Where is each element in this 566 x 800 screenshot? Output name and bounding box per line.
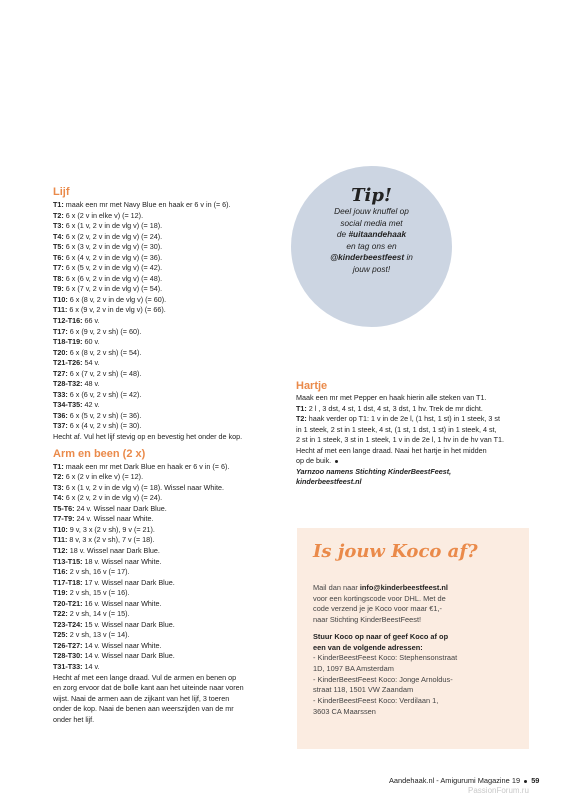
- round-label: T17-T18:: [53, 577, 83, 587]
- round-text: 6 x (7 v, 2 v in de vlg v) (= 54).: [63, 284, 163, 294]
- round-text: maak een mr met Navy Blue en haak er 6 v in (= 6).: [63, 200, 231, 209]
- lijf-rows: [53, 200, 293, 432]
- hartje-closing: [296, 446, 528, 467]
- hartje-credit: [296, 467, 528, 488]
- round-text: 6 x (2 v in elke v) (= 12).: [63, 210, 144, 220]
- arm-closing: [53, 673, 293, 726]
- round-text: 9 v, 3 x (2 v sh), 9 v (= 21).: [67, 524, 155, 534]
- text-line: wijst. Naai de armen aan de zijkant van het lijf, 3 toeren: [53, 693, 230, 703]
- round-label: T33:: [53, 389, 68, 399]
- pattern-row: [53, 462, 293, 473]
- address-line: - KinderBeestFeest Koco: Jonge Arnoldus-: [313, 674, 453, 684]
- text-line: voor een kortingscode voor DHL. Met de: [313, 593, 446, 603]
- round-label: T2:: [53, 210, 64, 220]
- koco-email-link[interactable]: info@kinderbeestfeest.nl: [359, 583, 448, 592]
- tip-line: Deel jouw knuffel op: [334, 206, 409, 216]
- round-text: 17 v. Wissel naar Dark Blue.: [82, 577, 175, 587]
- round-text: haak verder op T1: 1 v in de 2e l, (1 hst, 1 st) in 1 steek, 3 st: [306, 414, 501, 424]
- address-line: 3603 CA Maarssen: [313, 706, 376, 716]
- round-label: T13-T15:: [53, 556, 83, 566]
- round-label: T1:: [53, 461, 64, 471]
- text-line: naar Stichting KinderBeestFeest!: [313, 615, 422, 625]
- pattern-row: [53, 662, 293, 673]
- round-label: T10:: [53, 524, 68, 534]
- text-line: [296, 435, 528, 446]
- round-text: 18 v. Wissel naar White.: [82, 556, 162, 566]
- pattern-row: [53, 630, 293, 641]
- round-label: T11:: [53, 305, 68, 315]
- round-text: 54 v.: [82, 358, 100, 368]
- hartje-section: [296, 380, 528, 488]
- watermark: PassionForum.ru: [468, 786, 529, 795]
- tip-circle: [291, 166, 452, 327]
- pattern-row: [53, 348, 293, 359]
- round-text: 6 x (6 v, 2 v sh) (= 42).: [67, 389, 142, 399]
- pattern-row: [53, 400, 293, 411]
- pattern-row: [53, 337, 293, 348]
- end-bullet-icon: [335, 460, 338, 463]
- section-title-hartje: Hartje: [296, 380, 328, 392]
- hartje-t1: [296, 404, 528, 415]
- footer-text: Aandehaak.nl - Amigurumi Magazine 19: [389, 776, 521, 785]
- round-label: T25:: [53, 630, 68, 640]
- pattern-row: [53, 295, 293, 306]
- pattern-row: [53, 284, 293, 295]
- address-line: 1D, 1097 BA Amsterdam: [313, 663, 394, 673]
- text-line: code verzend je je Koco voor maar €1,-: [313, 604, 442, 614]
- text-line: Hecht af met een lange draad. Naai het hartje in het midden: [296, 445, 487, 455]
- koco-box: [297, 528, 529, 749]
- round-text: 42 v.: [82, 400, 100, 410]
- round-label: T2:: [53, 472, 64, 482]
- round-label: T17:: [53, 326, 68, 336]
- tip-text: de: [336, 229, 349, 239]
- round-text: 6 x (9 v, 2 v sh) (= 60).: [67, 326, 142, 336]
- pattern-row: [53, 263, 293, 274]
- pattern-row: [53, 421, 293, 432]
- pattern-row: [53, 200, 293, 211]
- round-label: T28-T32:: [53, 379, 83, 389]
- text-line: onder de kop. Naai de benen aan weerszijden van de mr: [53, 704, 234, 714]
- pattern-row: [53, 651, 293, 662]
- koco-address-list: [313, 653, 519, 717]
- round-text: 6 x (7 v, 2 v sh) (= 48).: [67, 368, 142, 378]
- text-line: onder het lijf.: [53, 714, 95, 724]
- round-label: T7-T9:: [53, 514, 75, 524]
- pattern-row: [53, 578, 293, 589]
- round-text: 2 l , 3 dst, 4 st, 1 dst, 4 st, 3 dst, 1 hv. Trek de mr dicht.: [306, 403, 483, 413]
- round-label: T22:: [53, 609, 68, 619]
- pattern-row: [53, 620, 293, 631]
- tip-line: [291, 252, 452, 264]
- round-text: 6 x (5 v, 2 v in de vlg v) (= 42).: [63, 263, 163, 273]
- pattern-row: [53, 599, 293, 610]
- pattern-row: [53, 472, 293, 483]
- credit-line: Yarnzoo namens Stichting KinderBeestFeest,: [296, 466, 452, 476]
- round-text: 6 x (6 v, 2 v in de vlg v) (= 48).: [63, 273, 163, 283]
- round-text: 6 x (2 v in elke v) (= 12).: [63, 472, 144, 482]
- round-text: in 1 steek, 2 st in 1 steek, 4 st, (1 st, 1 dst, 1 st) in 1 steek, 4 st,: [296, 424, 497, 434]
- round-text: 6 x (1 v, 2 v in de vlg v) (= 18). Wissel naar White.: [63, 482, 225, 492]
- text-line: Hecht af met een lange draad. Vul de armen en benen op: [53, 672, 237, 682]
- round-label: T1:: [296, 403, 307, 413]
- text-line: [296, 425, 528, 436]
- address-line: straat 118, 1501 VW Zaandam: [313, 685, 414, 695]
- round-text: 6 x (8 v, 2 v in de vlg v) (= 60).: [67, 294, 167, 304]
- pattern-row: [53, 525, 293, 536]
- pattern-row: [53, 641, 293, 652]
- round-text: 2 v sh, 15 v (= 16).: [67, 588, 130, 598]
- round-label: T4:: [53, 231, 64, 241]
- text-line: op de buik.: [296, 456, 528, 467]
- lijf-closing: Hecht af. Vul het lijf stevig op en bevestig het onder de kop.: [53, 432, 243, 442]
- koco-text: Mail dan naar: [313, 583, 360, 592]
- round-text: 14 v. Wissel naar White.: [82, 640, 162, 650]
- round-text: 15 v. Wissel naar Dark Blue.: [82, 619, 175, 629]
- round-label: T20:: [53, 347, 68, 357]
- round-text: 6 x (9 v, 2 v in de vlg v) (= 66).: [67, 305, 166, 315]
- round-label: T36:: [53, 410, 68, 420]
- address-line: - KinderBeestFeest Koco: Stephensonstraat: [313, 653, 458, 663]
- round-label: T10:: [53, 294, 68, 304]
- pattern-row: [53, 535, 293, 546]
- round-label: T19:: [53, 588, 68, 598]
- koco-address-title: [313, 632, 519, 653]
- page-number: 59: [531, 776, 540, 785]
- round-label: T28-T30:: [53, 651, 83, 661]
- round-text: 24 v. Wissel naar Dark Blue.: [74, 503, 167, 513]
- round-label: T7:: [53, 263, 64, 273]
- round-label: T4:: [53, 493, 64, 503]
- pattern-row: [53, 504, 293, 515]
- pattern-row: [53, 588, 293, 599]
- round-text: 2 v sh, 16 v (= 17).: [67, 567, 130, 577]
- round-label: T18-T19:: [53, 337, 83, 347]
- round-text: 2 v sh, 13 v (= 14).: [67, 630, 130, 640]
- tip-line: [291, 229, 452, 241]
- text-line: een van de volgende adressen:: [313, 642, 423, 652]
- pattern-row: [53, 327, 293, 338]
- round-text: 6 x (3 v, 2 v in de vlg v) (= 30).: [63, 242, 163, 252]
- text-line: [296, 414, 528, 425]
- pattern-row: [53, 483, 293, 494]
- koco-title: Is jouw Koco af?: [313, 541, 478, 562]
- round-label: T34-T35:: [53, 400, 83, 410]
- pattern-row: [53, 274, 293, 285]
- hartje-t2: [296, 414, 528, 446]
- round-label: T5:: [53, 242, 64, 252]
- tip-text: in: [404, 252, 413, 262]
- hashtag-link: #uitaandehaak: [348, 229, 407, 239]
- round-label: T8:: [53, 273, 64, 283]
- pattern-row: [53, 411, 293, 422]
- pattern-row: [53, 609, 293, 620]
- pattern-left-column: [53, 186, 293, 725]
- address-line: - KinderBeestFeest Koco: Verdilaan 1,: [313, 696, 439, 706]
- round-text: 6 x (2 v, 2 v in de vlg v) (= 24).: [63, 493, 163, 503]
- round-label: T2:: [296, 414, 307, 424]
- koco-mail-line: [313, 583, 519, 594]
- text-line: Stuur Koco op naar of geef Koco af op: [313, 631, 449, 641]
- round-label: T20-T21:: [53, 598, 83, 608]
- pattern-row: [53, 546, 293, 557]
- round-label: T16:: [53, 567, 68, 577]
- round-text: 60 v.: [82, 337, 100, 347]
- round-text: 8 v, 3 x (2 v sh), 7 v (= 18).: [67, 535, 155, 545]
- pattern-row: [53, 232, 293, 243]
- arm-rows: [53, 462, 293, 673]
- section-title-arm: Arm en been (2 x): [53, 447, 146, 460]
- pattern-row: [53, 390, 293, 401]
- pattern-row: [53, 493, 293, 504]
- page-footer: [389, 776, 539, 785]
- round-text: 14 v.: [82, 661, 100, 671]
- round-label: T3:: [53, 482, 64, 492]
- round-label: T1:: [53, 200, 64, 209]
- tip-line: social media met: [340, 217, 403, 228]
- pattern-row: [53, 211, 293, 222]
- koco-address-block: [313, 632, 519, 718]
- pattern-row: [53, 369, 293, 380]
- round-label: T37:: [53, 421, 68, 431]
- round-label: T26-T27:: [53, 640, 83, 650]
- round-text: 48 v.: [82, 379, 100, 389]
- bullet-icon: [524, 780, 527, 783]
- round-label: T11:: [53, 535, 68, 545]
- round-label: T23-T24:: [53, 619, 83, 629]
- round-text: 16 v. Wissel naar White.: [82, 598, 162, 608]
- round-text: 14 v. Wissel naar Dark Blue.: [82, 651, 175, 661]
- pattern-row: [53, 242, 293, 253]
- credit-line: kinderbeestfeest.nl: [296, 477, 362, 487]
- pattern-row: [53, 567, 293, 578]
- koco-body-lines: [313, 594, 519, 626]
- round-text: 6 x (5 v, 2 v sh) (= 36).: [67, 410, 142, 420]
- round-text: 18 v. Wissel naar Dark Blue.: [67, 545, 160, 555]
- round-label: T21-T26:: [53, 358, 83, 368]
- tip-line: en tag ons en: [346, 240, 397, 251]
- pattern-row: [53, 358, 293, 369]
- pattern-row: [53, 253, 293, 264]
- pattern-row: [53, 557, 293, 568]
- round-text: 24 v. Wissel naar White.: [74, 514, 154, 524]
- round-label: T9:: [53, 284, 64, 294]
- round-text: 6 x (1 v, 2 v in de vlg v) (= 18).: [63, 221, 163, 231]
- round-label: T31-T33:: [53, 661, 83, 671]
- round-label: T6:: [53, 252, 64, 262]
- round-label: T12-T16:: [53, 316, 83, 326]
- round-label: T27:: [53, 368, 68, 378]
- pattern-row: [53, 221, 293, 232]
- round-text: 6 x (4 v, 2 v sh) (= 30).: [67, 421, 142, 431]
- pattern-row: [53, 305, 293, 316]
- round-label: T12:: [53, 545, 68, 555]
- round-text: 2 v sh, 14 v (= 15).: [67, 609, 130, 619]
- round-text: 6 x (8 v, 2 v sh) (= 54).: [67, 347, 142, 357]
- text-line: en zorg ervoor dat de bolle kant aan het uiteinde naar voren: [53, 683, 244, 693]
- round-label: T3:: [53, 221, 64, 231]
- pattern-row: [53, 379, 293, 390]
- round-text: 2 st in 1 steek, 3 st in 1 steek, 1 v in de 2e l, 1 hv in de hv van T1.: [296, 435, 505, 445]
- round-text: 6 x (4 v, 2 v in de vlg v) (= 36).: [63, 252, 163, 262]
- round-text: maak een mr met Dark Blue en haak er 6 v in (= 6).: [63, 461, 230, 471]
- pattern-row: [53, 514, 293, 525]
- round-label: T5-T6:: [53, 503, 75, 513]
- section-title-lijf: Lijf: [53, 186, 70, 198]
- hartje-intro: Maak een mr met Pepper en haak hierin alle steken van T1.: [296, 393, 487, 402]
- tip-title: Tip!: [351, 185, 392, 206]
- round-text: 6 x (2 v, 2 v in de vlg v) (= 24).: [63, 231, 163, 241]
- koco-body: [313, 583, 519, 717]
- tip-line: jouw post!: [352, 263, 391, 274]
- handle-link: @kinderbeestfeest: [330, 252, 405, 262]
- pattern-row: [53, 316, 293, 327]
- round-text: 66 v.: [82, 316, 100, 326]
